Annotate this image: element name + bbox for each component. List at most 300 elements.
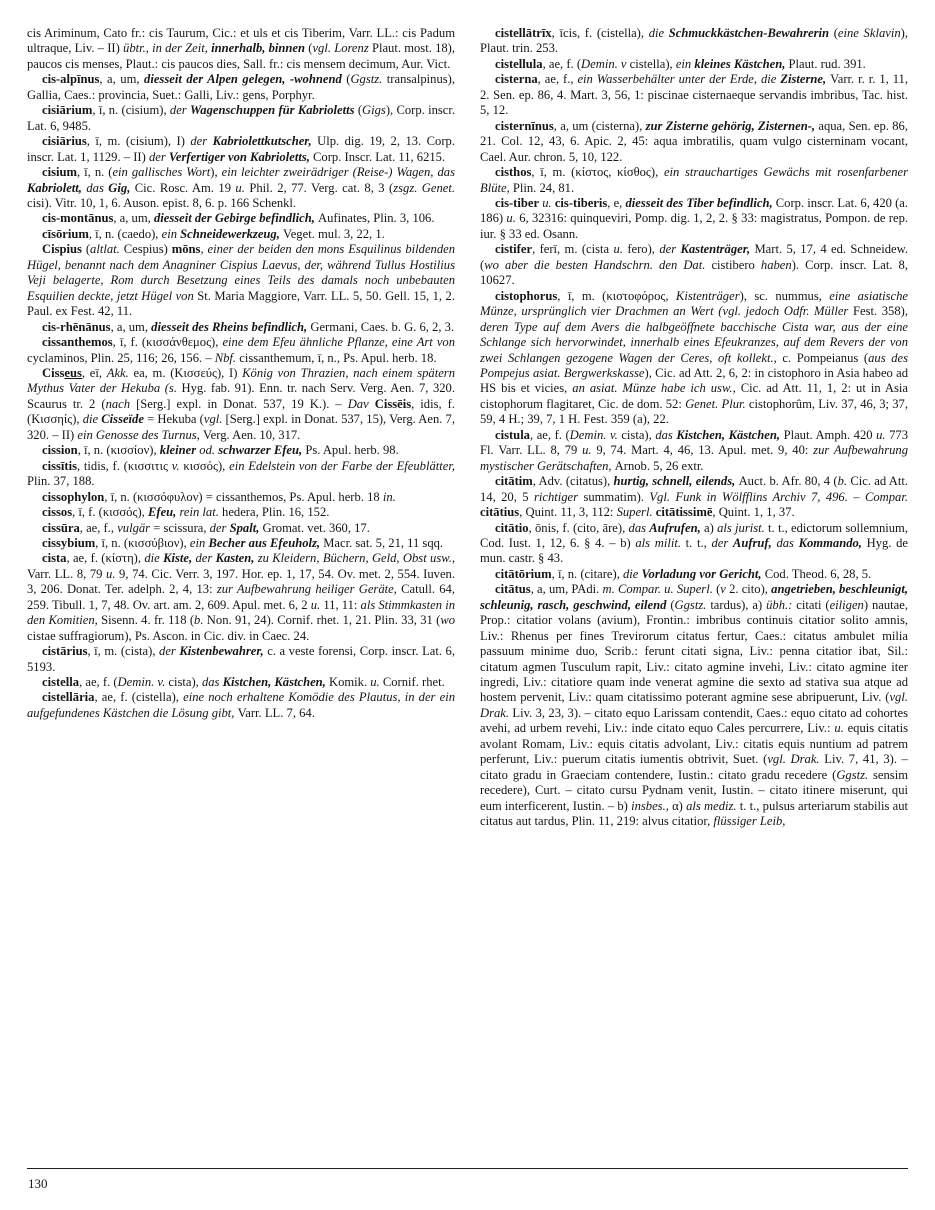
headword: cissūra [42,520,80,535]
text-run: ), Plaut. trin. 253. [480,26,908,56]
footer-rule [27,1168,908,1169]
text-run: ( [670,597,675,612]
left-column [27,26,455,1158]
text-run: hedera, Plin. 16, 152. [222,505,330,520]
headword: cistophorus [495,288,558,303]
text-run: c. Pompeianus ( [782,350,869,365]
dictionary-entry [27,366,455,443]
text-run: die [648,26,669,40]
dictionary-entry [480,26,908,57]
page-columns [27,26,908,1158]
text-run: ( [308,41,313,56]
text-run: Aufrufen, [649,520,704,535]
text-run: Cic. Rosc. Am. 19 [134,180,236,195]
text-run: 9, 74. Mart. 4, 46, 13. Apul. met. 9, 40: [596,443,814,458]
headword: Ciss [42,365,65,380]
text-run: Plin. 24, 81. [512,180,575,195]
text-run: , tidis, f. (κισσιτις [76,458,172,473]
text-run: [Serg.] expl. in Donat. 537, 19 K.). – [136,396,348,411]
dictionary-entry [480,242,908,288]
dictionary-entry [480,72,908,118]
text-run: cista), [621,427,656,442]
text-run: Kastenträger, [680,242,755,257]
text-run: cistibero [711,257,761,272]
dictionary-entry [27,242,455,319]
text-run: tardus), a) [710,597,767,612]
text-run: zu Kleidern, Büchern, Geld, Obst usw., [257,551,455,566]
text-run: Corp. inscr. Lat. 6, 420 (a. 186) [480,195,908,226]
text-run: cis Ariminum, Cato fr.: cis Taurum, Cic.: et uls et cis Tiberim, Varr. LL.: cis Padum ultraque, Liv. – II) [27,26,455,56]
text-run: Gromat. vet. 360, 17. [262,520,370,535]
text-run: u. [506,211,520,226]
text-run: t. t., pulsus arteriarum stabilis aut citatus aut tardus, Plin. 11, 219: alvus citatior, [480,798,908,829]
text-run: diesseit der Gebirge befindlich, [153,211,318,226]
page-number: 130 [28,1176,48,1191]
text-run: u. [235,180,250,195]
text-run: Akk. [106,365,134,380]
text-run: in. [382,489,396,504]
headword: cissos [42,505,73,520]
text-run: κισσός), [183,458,230,473]
dictionary-entry [27,490,455,505]
text-run: Efeu, [147,505,180,520]
text-run: , ae, f., [537,72,578,87]
text-run: , [200,242,208,257]
text-run: a) [704,520,718,535]
text-run: Kistchen, Kästchen, [222,675,329,690]
text-run: eine asiatische Münze, ursprünglich vier Drachmen an Wert (vgl. jedoch Odfr. Müller [480,288,908,319]
text-run: 2. cito), [729,582,772,597]
text-run: Liv. 3, 23, 3). – citato equo Larissam contendit, Caes.: equo citato ad cohortes avehi, ad urbem revehi, Liv.: inde citato equo Cales percurrere, Liv.: [480,705,908,736]
text-run: Varr. r. r. 1, 11, 2. Sen. ep. 86, 4. Mart. 3, 56, 1: piscinae cisternaeque servandis imbribus, Tac. hist. 5, 12. [480,72,908,118]
dictionary-entry [480,521,908,567]
text-run: der [148,149,169,164]
text-run: eine noch erhaltene Komödie des Plautus, in der ein aufgefundenes Kästchen die Lösung gibt, [27,690,455,720]
headword: citātim [495,474,533,489]
text-run: ein [189,535,209,550]
text-run: ( [357,103,363,118]
headword: cis-montānus [42,211,114,226]
text-run: Gigs [362,103,386,118]
text-run: Cespius) [123,242,172,257]
text-run: mōns [171,242,201,257]
headword: cisiārium [42,103,93,118]
text-run: , ī, n. (citare), [551,566,623,581]
text-run: ). Corp. inscr. Lat. 8, 10627. [480,257,908,288]
dictionary-entry [27,134,455,165]
text-run: ), sc. nummus, [739,288,830,303]
headword: cistula [495,427,530,442]
text-run: vgl. Lorenz [312,41,372,56]
text-run: , a, um (cisterna), [553,118,646,133]
text-run: t. t., [685,535,712,550]
text-run: ) nautae, Prop.: citatior volans (avium), Frontin.: imbribus continuis citatior solito amnis, Liv.: Rhenus per fines Trevirorum citatus fertur, Caes.: citatus ambulet milia passuum minime duo, Scrib.: ferunt citati signa, Liv.: penna citatior ibat, Sil.: citatum agmen Tusculum rapit, Liv.: citato agmine invehi, Liv.: citato agmine iter ingredi, Liv.: citatiore quam inde venerat agmine die sexto ad stativa sua atque ad hostem pervenit, Liv.: quam citatissimo poterant agmine sese abripuerunt, Liv. ( [480,597,908,705]
text-run: u. [370,675,383,690]
text-run: flüssiger Leib, [713,814,786,829]
text-run: u. [582,443,597,458]
headword: cīsōrium [42,226,89,241]
text-run: cistophorûm, Liv. 37, 46, 3; 37, 59, 4 H.; 39, 7, 1 H. Fest. 359 (a), 22. [480,396,908,427]
text-run: , ae, f. ( [529,427,570,442]
text-run: Kommando, [798,535,867,550]
headword: cissybium [42,535,96,550]
text-run: ), [210,165,222,180]
text-run: ein Wasserbehälter unter der Erde, die [577,72,781,87]
text-run: , ae, f., [79,520,118,535]
dictionary-entry [480,119,908,165]
text-run: ein [675,56,695,71]
text-run: Aufinates, Plin. 3, 106. [318,211,435,226]
text-run: citati ( [796,597,830,612]
text-run: König von Thrazien, nach einem spätern Mythus Vater der Hekuba (s. [27,365,455,396]
text-run: Fest. 358), [852,304,908,319]
text-run: kleiner [159,443,200,458]
text-run: Ulp. dig. 19, 2, 13. Corp. inscr. Lat. 1, 1129. – II) [27,134,455,164]
text-run: summatim). [583,489,650,504]
headword: citātus [495,582,531,597]
text-run: Schmuckkästchen-Bewahrerin [668,26,834,40]
text-run: , Quint. 1, 1, 37. [712,505,795,520]
text-run: als mediz. [686,798,740,813]
text-run: 9, 74. Cic. Verr. 3, 197. Hor. ep. 1, 17, 54. Ov. met. 2, 554. Iuven. 3, 206. Donat. Ter. adelph. 2, 4, 13: [27,566,455,597]
text-run: 6, 32316: quinqueviri, Pomp. dig. 1, 2, 2. § 33: magistratus, Pompon. de rep. iur. § 33 ed. Osann. [480,211,908,241]
text-run: an asiat. Münze habe ich usw., [572,381,741,396]
headword: cisiārius [42,134,87,149]
dictionary-entry [480,57,908,72]
dictionary-entry [27,227,455,242]
dictionary-entry [480,474,908,520]
text-run: Ps. Apul. herb. 98. [305,443,399,458]
dictionary-entry [27,165,455,211]
text-run: Plaut. Amph. 420 [783,427,877,442]
text-run: Germani, Caes. b. G. 6, 2, 3. [310,319,455,334]
text-run: Kistenträger [675,288,740,303]
text-run: diesseit des Rheins befindlich, [151,319,311,334]
text-run: der [659,242,681,257]
text-run: Ggstz. [836,767,874,782]
headword: cisthos [495,165,532,180]
text-run: Vgl. Funk in Wölfflins Archiv 7, 496. [649,489,854,504]
text-run: Schneidewerkzeug, [180,226,284,241]
text-run: angetrieben, beschleunigt, schleunig, rasch, geschwind, eilend [480,582,908,612]
dictionary-entry [27,690,455,721]
dictionary-entry [27,320,455,335]
headword: cistārius [42,644,88,659]
text-run: , ī, m. (κιστοφόρος, [557,288,676,303]
text-run: u. [106,566,120,581]
text-run: Cisseïde [101,412,148,427]
headword: cistellātrīx [495,26,552,40]
dictionary-entry-continuation [27,26,455,72]
text-run: die [82,412,102,427]
text-run: Verfertiger von Kabrioletts, [168,149,314,164]
text-run: , ī, n. (caedo), [88,226,162,241]
text-run: cistella), [629,56,676,71]
text-run: eine dem Efeu ähnliche Pflanze, eine Art von [222,335,455,350]
text-run: cyclaminos, Plin. 25, 116; 26, 156. – [27,350,215,365]
text-run: v. [171,458,184,473]
text-run: wo [440,613,455,628]
text-run: u. [876,427,890,442]
text-run: , ae, f. ( [79,675,118,690]
text-run: fero), [627,242,660,257]
text-run: das [201,675,223,690]
dictionary-entry [480,289,908,428]
text-run: , ī, f. (κισσός), [72,505,148,520]
dictionary-entry [27,72,455,103]
headword: cis-tiber [495,195,540,210]
text-run: diesseit der Alpen gelegen, -wohnend [144,72,347,87]
text-run: Demin. v [581,56,630,71]
text-run: , ferī, m. (cista [532,242,614,257]
text-run: das [628,520,650,535]
text-run: Demin. v. [569,427,622,442]
dictionary-entry [480,196,908,242]
text-run: , īcis, f. (cistella), [551,26,649,40]
text-run: Corp. Inscr. Lat. 11, 6215. [313,149,446,164]
text-run: citātissimē [655,505,713,520]
text-run: kleines Kästchen, [694,56,789,71]
text-run: Ggstz. [350,72,387,87]
text-run: als milit. [635,535,686,550]
text-run: ein strauchartiges Gewächs mit rosenfarbener Blüte, [480,165,908,195]
text-run: , Quint. 11, 3, 112: [519,505,617,520]
dictionary-entry [27,505,455,520]
headword: cis-rhēnānus [42,319,111,334]
text-run: ea, m. (Κισσεύς), I) [133,365,243,380]
text-run: , ī, n. ( [76,165,113,180]
headword: cistellāria [42,690,95,705]
text-run: – [853,489,865,504]
text-run: Mart. 5, 17, 4 ed. Schneidew. ( [480,242,908,272]
text-run: vulgär [117,520,154,535]
text-run: Spalt, [229,520,263,535]
text-run: ( [833,26,838,40]
text-run: Hyg. fab. 91). Enn. tr. nach Serv. Verg. Aen. 7, 320. Scaurus tr. 2 ( [27,381,455,411]
headword: Cispius [42,242,82,257]
dictionary-entry [27,521,455,536]
dictionary-entry [480,428,908,474]
text-run: , ī, f. (κισσάνθεμος), [112,335,223,350]
text-run: schwarzer Efeu, [218,443,306,458]
text-run: = scissura, [153,520,210,535]
text-run: Sisenn. 4. fr. 118 ( [101,613,195,628]
text-run: , ī, n. (κισσύβιον), [95,535,190,550]
headword: cissanthemos [42,335,113,350]
text-run: Varr. LL. 8, 79 [27,566,107,581]
text-run: aus des Pompejus asiat. Bergwerkskasse [480,350,908,380]
text-run: aqua, Sen. ep. 86, 21. Col. 12, 43, 6. Apic. 2, 45: aqua imbratilis, quam vulgo cisterninam vocant, Cael. Aur. chron. 5, 10, 122. [480,118,908,164]
headword: cista [42,551,67,566]
text-run: wo aber die besten Handschrn. den Dat. [484,257,712,272]
text-run: u. [613,242,628,257]
text-run: Kabriolettkutscher, [212,134,318,149]
text-run: rein lat. [179,505,223,520]
text-run: cissanthemum, ī, n., Ps. Apul. herb. 18. [239,350,437,365]
text-run: 773 Fl. Varr. LL. 8, 79 [480,427,908,458]
text-run: v [720,582,730,597]
text-run: Kabriolett, [27,180,87,195]
text-run: Kistchen, Kästchen, [676,427,784,442]
text-run: cista), [168,675,202,690]
text-run: Gig, [108,180,135,195]
headword: cissophylon [42,489,105,504]
text-run: sensim recedere), Curt. – citato cursu Pydnam venit, Iustin. – citato itinere miserunt, qui eum interficerent, Iustin. – b) [480,767,908,813]
text-run: ein Genosse des Turnus, [77,427,203,442]
text-run: Catull. 64, 259. Tibull. 1, 7, 48. Ov. art. am. 2, 609. Apul. met. 6, 2 [27,582,455,612]
text-run: Vorladung vor Gericht, [641,566,765,581]
dictionary-entry [27,211,455,226]
text-run: Macr. sat. 5, 21, 11 sqq. [323,535,444,550]
text-run: equis citatis avolant Romam, Liv.: equis citatis advolant, Liv.: citatis equis nuntium ad patrem perferunt, Liv.: puerum citatis iumentis obtrivit, Suet. ( [480,721,908,767]
headword: cistifer [495,242,533,257]
text-run: ), Corp. inscr. Lat. 6, 9485. [27,103,455,133]
text-run: Dav [347,396,375,411]
text-run: Ggstz. [674,597,711,612]
text-run: altlat. [90,242,124,257]
text-run: übh.: [766,597,797,612]
text-run: der [169,103,191,118]
text-run: b. [837,474,851,489]
text-run: , a, um, [110,319,152,334]
text-run: cis-tiberis [554,195,608,210]
headword: cistellula [495,56,543,71]
text-run: Plin. 37, 188. [27,474,95,489]
text-run: , ī, m. (cista), [87,644,160,659]
text-run: hurtig, schnell, eilends, [613,474,739,489]
text-run: Kasten, [215,551,258,566]
text-run: , ī, n. (κισσόφυλον) = cissanthemos, Ps. Apul. herb. 18 [104,489,383,504]
text-run: Aufruf, [732,535,777,550]
text-run: Kiste, [163,551,196,566]
text-run: der [195,551,216,566]
text-run: t. t., edictorum sollemnium, Cod. Iust. 1, 12, 6. § 4. – b) [480,520,908,550]
text-run: , ī, m. (cisium), I) [86,134,191,149]
text-run: übtr., in der Zeit, [123,41,212,56]
text-run: u. [310,597,324,612]
text-run: Liv. 7, 41, 3). – citato gradu in Graeciam contendere, Iustin.: citato gradu recedere ( [480,752,908,782]
text-run: , ōnis, f. (cito, āre), [528,520,629,535]
right-column [480,26,908,1158]
text-run: Becher aus Efeuholz, [208,535,324,550]
text-run: Cissēis [374,396,412,411]
text-run: insbes., [631,798,673,813]
text-run: ), Cic. ad Att. 2, 6, 2: in cistophoro in Asia habeo ad HS bis et vicies, [480,365,908,396]
headword: cisternīnus [495,118,554,133]
text-run: b. [194,613,207,628]
text-run: = Hekuba ( [147,412,204,427]
text-run: , ae, f. ( [542,56,582,71]
dictionary-entry [27,675,455,690]
headword: cisterna [495,72,538,87]
dictionary-entry [27,551,455,644]
text-run: Wagenschuppen für Kabrioletts [190,103,358,118]
text-run: Veget. mul. 3, 22, 1. [283,226,385,241]
dictionary-entry [27,536,455,551]
text-run: Compar. [864,489,908,504]
text-run: , idis, f. (Κισσηίς), [27,396,455,427]
text-run: zsgz. Genet. [393,180,455,195]
text-run: , ī, m. (κίστος, κίσθος), [531,165,664,180]
text-run: Genet. Plur. [685,396,749,411]
text-run: Cornif. rhet. [382,675,445,690]
dictionary-entry [27,644,455,675]
text-run: der [159,644,180,659]
headword: cissītis [42,458,77,473]
text-run: Hyg. de mun. castr. § 43. [480,535,908,566]
text-run: der [711,535,733,550]
dictionary-entry [480,165,908,196]
headword: cisium [42,165,77,180]
headword: cistella [42,675,80,690]
text-run: zur Aufbewahrung heiliger Geräte, [216,582,402,597]
text-run: m. Compar. u. Superl. [602,582,717,597]
headword: citātio [495,520,529,535]
text-run: cistae suffragiorum), Ps. Ascon. in Cic. div. in Caec. 24. [27,628,310,643]
text-run: Auct. b. Afr. 80, 4 ( [738,474,838,489]
text-run: ( [346,72,351,87]
text-run: Plaut. most. 18), paucos cis menses, Plaut.: cis paucos dies, Sall. fr.: cis mensem decimum, Aur. Vict. [27,41,455,71]
text-run: citātius [480,505,520,520]
text-run: innerhalb, binnen [211,41,309,56]
text-run: Arnob. 5, 26 extr. [614,458,704,473]
text-run: Verg. Aen. 10, 317. [202,427,301,442]
dictionary-entry [480,582,908,829]
text-run: c. a veste forensi, Corp. inscr. Lat. 6, 5193. [27,644,455,674]
dictionary-entry [27,103,455,134]
text-run: St. Maria Maggiore, Varr. LL. 5, 50. Gell. 15, 1, 2. Paul. ex Fest. 42, 11. [27,288,455,319]
text-run: deren Type auf dem Avers die halbgeöffnete bacchische Cista war, aus der eine Schlange sich hervorwindet, innerhalb eines Efeukranzes, auf dem Revers der von zwei Schlangen gezogene Wagen der Ceres, oft kollekt., [480,319,908,365]
text-run: diesseit des Tiber befindlich, [625,195,776,210]
text-run: vgl. Drak. [767,752,825,767]
text-run: das [86,180,109,195]
text-run: Nbf. [214,350,240,365]
text-run: Cod. Theod. 6, 28, 5. [764,566,872,581]
text-run: , ae, f. (cistella), [94,690,184,705]
text-run: nach [105,396,137,411]
text-run: Demin. v. [117,675,169,690]
text-run: ein leichter zweirädriger (Reise-) Wagen, das [221,165,455,180]
text-run: ein gallisches Wort [112,165,211,180]
text-run: Superl. [616,505,656,520]
text-run: [Serg.] expl. in Donat. 537, 15), Verg. Aen. 7, 320. – II) [27,412,455,442]
text-run: das [655,427,677,442]
text-run: , ī, n. (κισσίον), [77,443,160,458]
text-run: eus [64,365,82,380]
text-run: ein [161,226,181,241]
dictionary-entry [27,443,455,458]
text-run: u. [542,195,555,210]
text-run: Kistenbewahrer, [179,644,268,659]
text-run: ( [81,242,91,257]
text-run: Komik. [328,675,371,690]
text-run: der [209,520,230,535]
text-run: , ī, n. (cisium), [92,103,170,118]
text-run: , a, um, [113,211,154,226]
text-run: , ae, f. (κίστη), [66,551,145,566]
text-run: , eī, [81,365,107,380]
text-run: ein Edelstein von der Farbe der Efeublätter, [229,458,455,473]
text-run: als jurist. [717,520,769,535]
text-run: die [144,551,164,566]
headword: cission [42,443,78,458]
text-run: das [776,535,799,550]
text-run: die [623,566,642,581]
text-run: Plaut. rud. 391. [788,56,866,71]
text-run: od. [199,443,219,458]
text-run: 11, 11: [323,597,361,612]
text-run: zur Aufbewahrung mystischer Gerätschaften, [480,443,908,473]
